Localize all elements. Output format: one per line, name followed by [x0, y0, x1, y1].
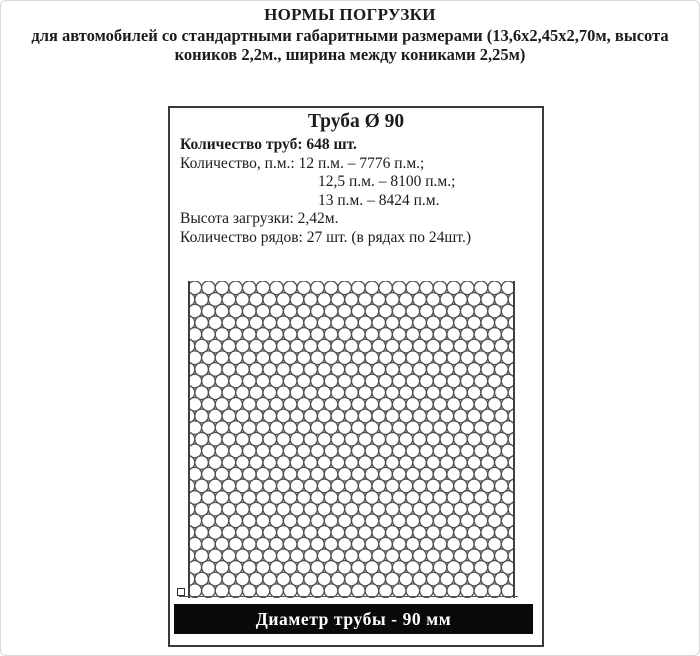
page-subtitle	[1, 26, 699, 64]
page-title: НОРМЫ ПОГРУЗКИ	[264, 5, 436, 24]
diameter-banner	[174, 604, 533, 634]
spec-row-count: Количество рядов: 27 шт. (в рядах по 24шт.)	[180, 228, 472, 246]
pipe-stack-diagram	[188, 281, 515, 598]
spec-list	[180, 136, 538, 247]
drawing-anchor-handle	[177, 588, 185, 596]
spec-card	[168, 106, 544, 647]
stack-base-line	[179, 596, 518, 597]
pipe-title: Труба Ø 90	[307, 111, 405, 132]
diameter-banner-label: Диаметр трубы - 90 мм	[255, 609, 452, 629]
subtitle-line-1: для автомобилей со стандартными габаритными размерами (13,6х2,45х2,70м, высота	[31, 26, 669, 45]
spec-load-height: Высота загрузки: 2,42м.	[180, 210, 339, 227]
spec-linear-meters-12: Количество, п.м.: 12 п.м. – 7776 п.м.;	[180, 154, 425, 172]
spec-linear-meters-13: 13 п.м. – 8424 п.м.	[318, 191, 440, 209]
spec-linear-meters-125: 12,5 п.м. – 8100 п.м.;	[318, 173, 456, 190]
spec-pipe-count: Количество труб: 648 шт.	[180, 136, 357, 153]
pipe-grid-svg	[188, 281, 515, 598]
subtitle-line-2: коников 2,2м., ширина между кониками 2,25м)	[174, 45, 526, 64]
